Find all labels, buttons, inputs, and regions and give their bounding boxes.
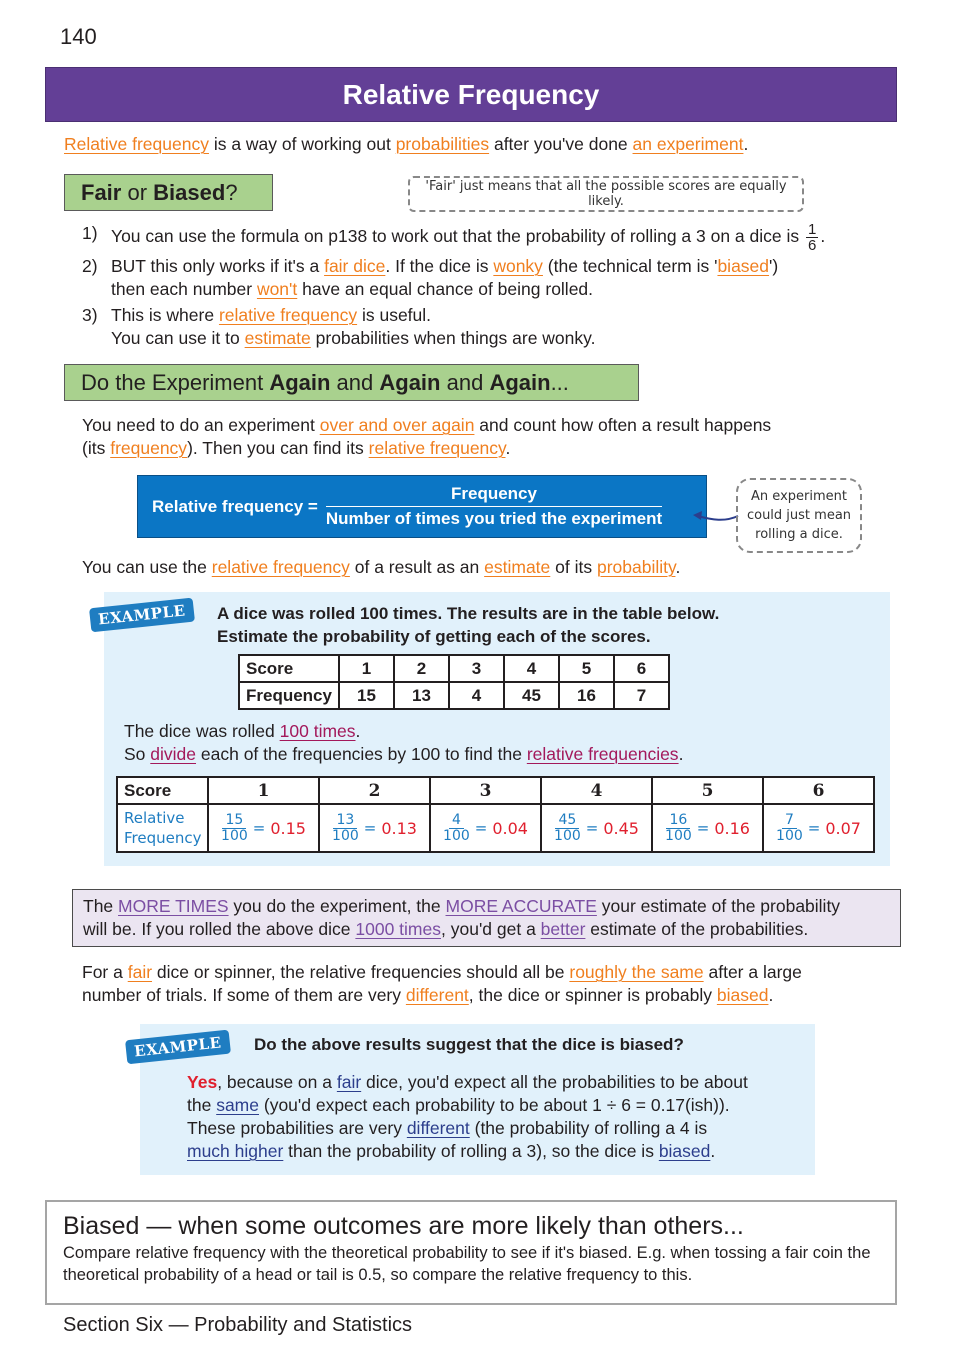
term-link: wonky [493,256,543,276]
page-title: Relative Frequency [45,67,897,122]
term-link: MORE ACCURATE [445,896,597,916]
table-cell: 1 [339,655,394,682]
text: . [675,557,681,577]
table-cell [763,804,874,852]
numerator: 13 [333,813,357,829]
list-text [111,222,825,253]
table-cell: 4 [504,655,559,682]
text: (the probability of rolling a 4 is [469,1118,708,1138]
text: . [505,438,511,458]
relative-frequency-formula [137,475,707,538]
equals: = [363,819,377,837]
list-item [82,255,882,301]
text: , because on a [217,1072,337,1092]
table-cell: 13 [394,682,449,709]
term-link: probability [596,557,676,577]
table-row [239,682,669,709]
text: For a [82,962,128,982]
relative-frequency-value: 0.45 [603,818,639,838]
text: BUT this only works if it's a [111,256,325,276]
term-link: 1000 times [355,919,441,939]
text: The [83,896,119,916]
header-line: Relative [124,809,185,827]
denominator: 100 [776,827,803,844]
table-cell: 4 [449,682,504,709]
heading-bold: Again [489,369,551,395]
heading-bold: Again [269,369,331,395]
text: than the probability of rolling a 3), so the dice is [283,1141,659,1161]
intro-paragraph [64,133,748,156]
text: each of the frequencies by 100 to find the [196,744,527,764]
text: These probabilities are very [187,1118,407,1138]
text: probabilities when things are wonky. [310,328,596,348]
relative-frequency-value: 0.07 [825,818,861,838]
text: The dice was rolled [124,721,280,741]
formula-fraction [326,484,662,529]
term-link: estimate [484,557,551,577]
relative-frequency-table [116,776,875,853]
table-header: Frequency [239,682,339,709]
text: ). Then you can find its [187,438,369,458]
table-cell [652,804,763,852]
text: estimate of the probabilities. [585,919,809,939]
term-link: won't [256,279,298,299]
text: dice, you'd expect all the probabilities to be about [361,1072,748,1092]
heading-bold: Biased [153,179,226,205]
denominator: 100 [443,827,470,844]
list-number: 2) [82,256,98,276]
term-link: probabilities [395,134,490,154]
table-cell: 4 [541,777,652,804]
numerator: 1 [808,221,817,238]
numerator: 45 [555,813,579,829]
note-line: An experiment [751,489,847,504]
question-line: Estimate the probability of getting each of the scores. [217,627,651,646]
equals: = [474,819,488,837]
term-link: 100 times [279,721,356,741]
table-cell [430,804,541,852]
formula-numerator: Frequency [326,484,662,507]
relative-frequency-value: 0.04 [492,818,528,838]
text: is useful. [357,305,432,325]
table-cell: 5 [652,777,763,804]
term-link: better [540,919,586,939]
equals: = [252,819,266,837]
text: You need to do an experiment [82,415,320,435]
text: So [124,744,151,764]
term-link: relative frequencies [526,744,679,764]
table-cell: 6 [614,655,669,682]
term-link: an experiment [632,134,744,154]
term-link: fair dice [324,256,386,276]
text: You can use the [82,557,212,577]
frequency-table [238,654,670,710]
example-badge: EXAMPLE [125,1030,230,1065]
example-solution [124,720,683,766]
text: ') [769,256,779,276]
formula-denominator: Number of times you tried the experiment [325,509,663,528]
fair-dice-paragraph [82,961,882,1007]
table-cell: 3 [449,655,504,682]
table-row [239,655,669,682]
term-link: estimate [244,328,311,348]
term-link: much higher [187,1141,284,1161]
text: after a large [703,962,802,982]
denominator: 100 [554,827,581,844]
term-link: MORE TIMES [118,896,229,916]
text: . [678,744,684,764]
table-cell: 45 [504,682,559,709]
question-line: A dice was rolled 100 times. The results are in the table below. [217,604,720,623]
text: , the dice or spinner is probably [468,985,717,1005]
text: (its [82,438,111,458]
fair-definition-note: 'Fair' just means that all the possible scores are equally likely. [408,176,804,212]
summary-title: Biased — when some outcomes are more likely than others... [63,1212,744,1240]
note-line: could just mean [746,508,852,523]
text: (you'd expect each probability to be about 1 ÷ 6 = 0.17(ish)). [259,1095,730,1115]
text: number of trials. If some of them are very [82,985,406,1005]
note-line: rolling a dice. [755,527,843,542]
text: of a result as an [349,557,485,577]
numerator: 7 [782,813,797,829]
heading-text: and [440,369,490,395]
denominator: 100 [221,827,248,844]
list-item [82,222,882,253]
example-answer [187,1071,807,1163]
table-cell [319,804,430,852]
text: You can use the formula on p138 to work out that the probability of rolling a 3 on a dice is [111,226,800,247]
table-cell [208,804,319,852]
table-cell: 2 [394,655,449,682]
text: This is where [111,305,219,325]
text: your estimate of the probability [596,896,841,916]
term-link: biased [658,1141,711,1161]
table-cell: 7 [614,682,669,709]
text: you do the experiment, the [228,896,446,916]
text: , you'd get a [441,919,541,939]
denominator: 6 [808,237,817,254]
term-link: Relative frequency [64,134,209,154]
list-number: 3) [82,305,98,325]
term-link: same [216,1095,259,1115]
heading-bold: Again [379,369,441,395]
text: have an equal chance of being rolled. [297,279,594,299]
text: dice or spinner, the relative frequencies should all be [152,962,570,982]
summary-box [45,1200,897,1305]
accuracy-callout [72,889,901,947]
list-text [111,304,595,350]
section-heading-fair-or-biased [64,174,273,211]
list-item [82,304,882,350]
text: will be. If you rolled the above dice [83,919,356,939]
table-cell: 1 [208,777,319,804]
equals: = [696,819,710,837]
section-heading-again [64,364,639,401]
table-cell: 2 [319,777,430,804]
term-link: fair [127,962,153,982]
answer-yes: Yes [187,1072,218,1092]
table-header [117,804,208,852]
summary-text: Compare relative frequency with the theoretical probability to see if it's biased. E.g. when tossing a fair coin the theoretical probability of a head or tail is 0.5, so compare the relative frequency to this. [63,1244,871,1284]
text: . [710,1141,716,1161]
relative-frequency-value: 0.15 [270,818,306,838]
numerator: 4 [449,813,464,829]
text: is a way of working out [208,134,396,154]
term-link: frequency [110,438,188,458]
heading-text: ... [550,369,569,395]
heading-text: or [127,179,148,205]
equals: = [807,819,821,837]
term-link: relative frequency [218,305,358,325]
equals: = [585,819,599,837]
example-question: Do the above results suggest that the dice is biased? [254,1035,684,1054]
table-cell: 3 [430,777,541,804]
heading-text: ? [225,179,238,205]
term-link: different [405,985,469,1005]
example-badge: EXAMPLE [89,598,194,633]
numerator: 16 [666,813,690,829]
table-header: Score [239,655,339,682]
heading-text: and [330,369,380,395]
table-cell: 15 [339,682,394,709]
list-text [111,255,778,301]
text: the [187,1095,217,1115]
text: . [768,985,774,1005]
fair-list [82,222,882,350]
table-row [117,804,874,852]
denominator: 100 [665,827,692,844]
text: after you've done [489,134,633,154]
term-link: different [406,1118,470,1138]
page-number: 140 [60,24,97,49]
table-header: Score [117,777,208,804]
heading-bold: Fair [81,179,122,205]
table-cell: 16 [559,682,614,709]
term-link: relative frequency [368,438,506,458]
estimate-paragraph [82,556,680,579]
relative-frequency-value: 0.13 [381,818,417,838]
text: and count how often a result happens [474,415,772,435]
numerator: 15 [222,813,246,829]
header-line: Frequency [124,829,202,847]
text: You can use it to [111,328,245,348]
denominator: 100 [332,827,359,844]
text: . If the dice is [385,256,494,276]
text: (the technical term is ' [542,256,718,276]
arrow-icon [690,500,740,530]
term-link: divide [150,744,197,764]
text: then each number [111,279,257,299]
table-row [117,777,874,804]
text: . [355,721,361,741]
section-footer: Section Six — Probability and Statistics [63,1314,413,1336]
term-link: biased [716,985,769,1005]
formula-lhs: Relative frequency = [152,496,318,516]
term-link: fair [336,1072,362,1092]
term-link: relative frequency [211,557,350,577]
list-number: 1) [82,223,98,243]
fraction-one-sixth [806,222,818,253]
experiment-note [736,478,862,553]
table-cell: 5 [559,655,614,682]
heading-text: Do the Experiment [81,369,270,395]
text: of its [550,557,597,577]
term-link: biased [717,256,770,276]
term-link: over and over again [319,415,475,435]
text: . [743,134,749,154]
term-link: roughly the same [569,962,704,982]
example-question [217,602,719,648]
table-cell [541,804,652,852]
table-cell: 6 [763,777,874,804]
text: . [820,226,826,247]
again-paragraph [82,414,862,460]
relative-frequency-value: 0.16 [714,818,750,838]
